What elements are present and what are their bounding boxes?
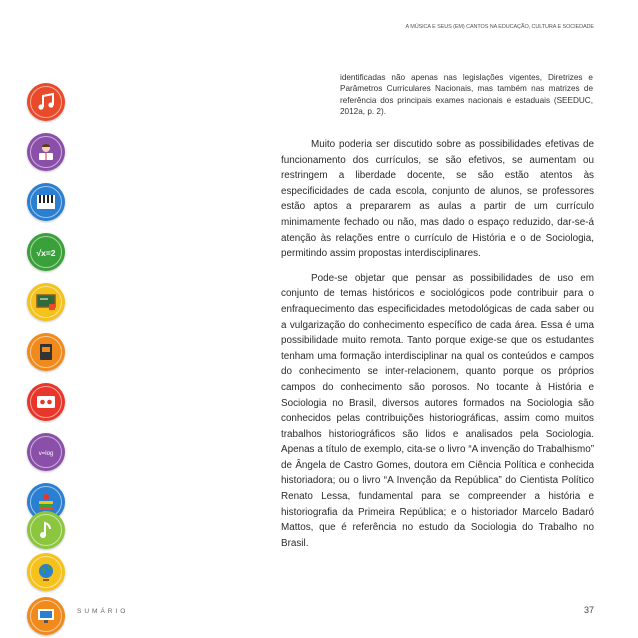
- blackboard-icon: [27, 283, 65, 321]
- globe-icon: [27, 553, 65, 591]
- paragraph: Muito poderia ser discutido sobre as possibilidades efetivas de funcionamento dos currículos, se são efetivos, se aumentam ou restringem a liberdade docente, se são estão atentos às especificidades de cada escola, conjunto de alunos, se professores estão aptos a prepararem as aulas a partir de um currículo minimamente fechado ou não, mas dado o espaço reduzido, dar-se-á atenção às relações entre o currículo de História e o de Sociologia, permitindo assim propostas interdisciplinares.: [281, 139, 594, 260]
- svg-text:√x=2: √x=2: [36, 248, 56, 258]
- student-reading-icon: [27, 133, 65, 171]
- summary-link[interactable]: SUMÁRIO: [77, 608, 129, 615]
- sidebar-icon-column: [0, 0, 90, 638]
- music-note-icon: [27, 83, 65, 121]
- page-number: 37: [583, 605, 594, 615]
- body-text: [281, 137, 594, 560]
- cassette-icon: [27, 383, 65, 421]
- music-eighth-note-icon: [27, 511, 65, 549]
- book-icon: [27, 333, 65, 371]
- math-formula-icon: [27, 233, 65, 271]
- block-quote: identificadas não apenas nas legislações vigentes, Diretrizes e Parâmetros Curriculares Nacionais, mas também nas matrizes de referência dos principais exames nacionais e estaduais (SEEDUC, 2012a, p. 2).: [340, 73, 593, 116]
- physics-formula-icon: [27, 433, 65, 471]
- svg-text:v=log: v=log: [38, 451, 54, 457]
- computer-monitor-icon: [27, 597, 65, 635]
- paragraph: Pode-se objetar que pensar as possibilidades de uso em conjunto de temas históricos e sociológicos pode contribuir para o enfraquecimento das especificidades metodológicas de cada saber ou a vulgarização do conhecimento específico de cada área. Essa é uma possibilidade muito remota. Tanto porque exige-se que os estudantes tenham uma formação interdisciplinar na qual os conteúdos e campos do conhecimento se inter-relacionem, quanto porque os próprios campos do conhecimento são porosos. No tocante à História e Sociologia no Brasil, diversos autores formados na Sociologia são conhecidos pelas contribuições historiográficas, assim como muitos trabalhos historiográficos são lidos e analisados pela Sociologia. Apenas a título de exemplo, cita-se o livro “A invenção do Trabalhismo” de Ângela de Castro Gomes, doutora em Ciência Política e conhecida historiadora; ou o livro “A Invenção da República” do Cientista Político Renato Lessa, fundamental para se compreender a história e historiografia da Primeira República; e o historiador Marcelo Badaró Mattos, que é referência no estudo da Sociologia do Trabalho no Brasil.: [281, 272, 594, 549]
- piano-keys-icon: [27, 183, 65, 221]
- running-header: A MÚSICA E SEUS (EM) CANTOS NA EDUCAÇÃO, CULTURA E SOCIEDADE: [405, 24, 594, 30]
